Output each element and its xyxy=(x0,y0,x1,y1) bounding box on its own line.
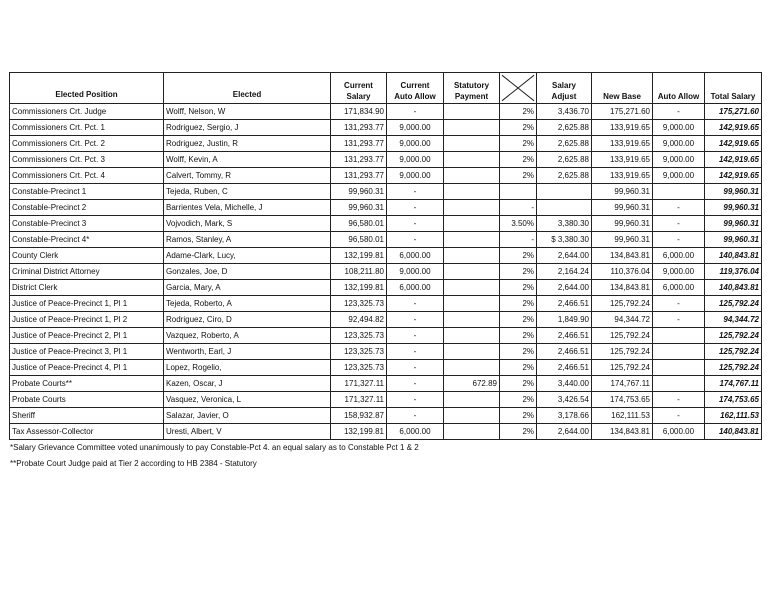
cell-total-salary: 174,767.11 xyxy=(705,376,762,392)
cell-new-base: 125,792.24 xyxy=(592,360,653,376)
cell-elected: Rodriguez, Justin, R xyxy=(164,136,331,152)
table-row xyxy=(10,344,762,360)
cell-position: Criminal District Attorney xyxy=(10,264,164,280)
cell-position: Commissioners Crt. Pct. 3 xyxy=(10,152,164,168)
cell-auto-allow: - xyxy=(653,296,705,312)
cell-percent: 2% xyxy=(500,344,537,360)
cell-position: Justice of Peace-Precinct 4, Pl 1 xyxy=(10,360,164,376)
cell-auto-allow: - xyxy=(653,312,705,328)
cell-current-salary: 123,325.73 xyxy=(331,344,387,360)
table-row xyxy=(10,168,762,184)
cell-elected: Kazen, Oscar, J xyxy=(164,376,331,392)
cell-new-base: 134,843.81 xyxy=(592,248,653,264)
cell-percent: 2% xyxy=(500,280,537,296)
cell-statutory-payment xyxy=(444,120,500,136)
cell-percent: 2% xyxy=(500,168,537,184)
header-elected-position: Elected Position xyxy=(10,73,164,104)
table-row xyxy=(10,120,762,136)
cell-new-base: 99,960.31 xyxy=(592,232,653,248)
table-row xyxy=(10,360,762,376)
cell-new-base: 99,960.31 xyxy=(592,216,653,232)
cell-current-salary: 96,580.01 xyxy=(331,216,387,232)
cell-current-salary: 131,293.77 xyxy=(331,152,387,168)
cross-mark-icon xyxy=(500,73,536,103)
cell-auto-allow: 9,000.00 xyxy=(653,136,705,152)
cell-elected: Calvert, Tommy, R xyxy=(164,168,331,184)
cell-current-salary: 158,932.87 xyxy=(331,408,387,424)
cell-auto-allow: - xyxy=(653,200,705,216)
cell-salary-adjust xyxy=(537,184,592,200)
cell-auto-allow: - xyxy=(653,104,705,120)
cell-position: Constable-Precinct 3 xyxy=(10,216,164,232)
cell-auto-allow: 9,000.00 xyxy=(653,168,705,184)
table-row xyxy=(10,136,762,152)
cell-percent: 2% xyxy=(500,312,537,328)
cell-statutory-payment xyxy=(444,104,500,120)
cell-auto-allow xyxy=(653,328,705,344)
cell-new-base: 99,960.31 xyxy=(592,184,653,200)
cell-auto-allow: - xyxy=(653,392,705,408)
cell-elected: Rodriguez, Ciro, D xyxy=(164,312,331,328)
cell-statutory-payment xyxy=(444,152,500,168)
cell-elected: Vojvodich, Mark, S xyxy=(164,216,331,232)
cell-current-auto-allow: 6,000.00 xyxy=(387,248,444,264)
cell-statutory-payment xyxy=(444,312,500,328)
cell-percent: 2% xyxy=(500,376,537,392)
cell-total-salary: 99,960.31 xyxy=(705,184,762,200)
cell-statutory-payment: 672.89 xyxy=(444,376,500,392)
cell-current-salary: 123,325.73 xyxy=(331,328,387,344)
cell-total-salary: 125,792.24 xyxy=(705,360,762,376)
table-body xyxy=(10,104,762,440)
cell-current-salary: 123,325.73 xyxy=(331,296,387,312)
cell-auto-allow: - xyxy=(653,216,705,232)
cell-current-salary: 131,293.77 xyxy=(331,168,387,184)
cell-new-base: 94,344.72 xyxy=(592,312,653,328)
footnote-constable: *Salary Grievance Committee voted unanimously to pay Constable-Pct 4. an equal salary as to Constable Pct 1 & 2 xyxy=(10,443,419,452)
cell-current-salary: 99,960.31 xyxy=(331,200,387,216)
cell-salary-adjust: 3,380.30 xyxy=(537,216,592,232)
header-statutory-payment: Statutory Payment xyxy=(444,73,500,104)
cell-current-auto-allow: - xyxy=(387,328,444,344)
cell-new-base: 162,111.53 xyxy=(592,408,653,424)
cell-elected: Rodriguez, Sergio, J xyxy=(164,120,331,136)
cell-position: Constable-Precinct 2 xyxy=(10,200,164,216)
cell-statutory-payment xyxy=(444,392,500,408)
header-crossed-box xyxy=(500,73,537,104)
cell-auto-allow xyxy=(653,344,705,360)
cell-current-salary: 123,325.73 xyxy=(331,360,387,376)
cell-total-salary: 99,960.31 xyxy=(705,200,762,216)
cell-percent: 2% xyxy=(500,360,537,376)
cell-elected: Vazquez, Roberto, A xyxy=(164,328,331,344)
cell-elected: Wolff, Nelson, W xyxy=(164,104,331,120)
cell-current-auto-allow: - xyxy=(387,296,444,312)
cell-statutory-payment xyxy=(444,280,500,296)
cell-percent: - xyxy=(500,200,537,216)
cell-current-salary: 131,293.77 xyxy=(331,120,387,136)
cell-total-salary: 174,753.65 xyxy=(705,392,762,408)
table-row xyxy=(10,248,762,264)
cell-salary-adjust: 2,466.51 xyxy=(537,296,592,312)
cell-total-salary: 175,271.60 xyxy=(705,104,762,120)
cell-statutory-payment xyxy=(444,360,500,376)
cell-current-auto-allow: - xyxy=(387,408,444,424)
cell-current-auto-allow: 6,000.00 xyxy=(387,280,444,296)
cell-salary-adjust: 1,849.90 xyxy=(537,312,592,328)
cell-total-salary: 99,960.31 xyxy=(705,232,762,248)
cell-salary-adjust: 3,436.70 xyxy=(537,104,592,120)
cell-statutory-payment xyxy=(444,216,500,232)
table-row xyxy=(10,264,762,280)
cell-total-salary: 142,919.65 xyxy=(705,152,762,168)
cell-new-base: 110,376.04 xyxy=(592,264,653,280)
cell-total-salary: 125,792.24 xyxy=(705,344,762,360)
cell-position: Justice of Peace-Precinct 1, Pl 1 xyxy=(10,296,164,312)
cell-position: Commissioners Crt. Judge xyxy=(10,104,164,120)
cell-current-salary: 108,211.80 xyxy=(331,264,387,280)
cell-salary-adjust: 3,440.00 xyxy=(537,376,592,392)
cell-salary-adjust: 2,466.51 xyxy=(537,328,592,344)
cell-auto-allow xyxy=(653,360,705,376)
header-current-salary: Current Salary xyxy=(331,73,387,104)
cell-position: Justice of Peace-Precinct 1, Pl 2 xyxy=(10,312,164,328)
cell-percent: 2% xyxy=(500,328,537,344)
cell-new-base: 125,792.24 xyxy=(592,328,653,344)
cell-current-salary: 132,199.81 xyxy=(331,424,387,440)
cell-current-auto-allow: 9,000.00 xyxy=(387,120,444,136)
cell-statutory-payment xyxy=(444,328,500,344)
cell-current-auto-allow: - xyxy=(387,392,444,408)
cell-salary-adjust: 2,644.00 xyxy=(537,424,592,440)
cell-statutory-payment xyxy=(444,424,500,440)
cell-total-salary: 162,111.53 xyxy=(705,408,762,424)
cell-new-base: 99,960.31 xyxy=(592,200,653,216)
table-row xyxy=(10,424,762,440)
table-row xyxy=(10,216,762,232)
cell-new-base: 134,843.81 xyxy=(592,424,653,440)
cell-percent: 3.50% xyxy=(500,216,537,232)
cell-percent: 2% xyxy=(500,408,537,424)
cell-elected: Ramos, Stanley, A xyxy=(164,232,331,248)
cell-elected: Wolff, Kevin, A xyxy=(164,152,331,168)
cell-new-base: 175,271.60 xyxy=(592,104,653,120)
cell-total-salary: 119,376.04 xyxy=(705,264,762,280)
cell-position: Commissioners Crt. Pct. 2 xyxy=(10,136,164,152)
cell-total-salary: 99,960.31 xyxy=(705,216,762,232)
cell-position: Constable-Precinct 1 xyxy=(10,184,164,200)
cell-auto-allow: 6,000.00 xyxy=(653,280,705,296)
cell-salary-adjust: 2,625.88 xyxy=(537,168,592,184)
cell-total-salary: 125,792.24 xyxy=(705,296,762,312)
cell-auto-allow: 9,000.00 xyxy=(653,120,705,136)
cell-current-auto-allow: - xyxy=(387,312,444,328)
footnote-probate: **Probate Court Judge paid at Tier 2 according to HB 2384 - Statutory xyxy=(10,459,257,468)
cell-position: Probate Courts** xyxy=(10,376,164,392)
cell-statutory-payment xyxy=(444,248,500,264)
cell-salary-adjust: 2,466.51 xyxy=(537,360,592,376)
table-row xyxy=(10,408,762,424)
cell-salary-adjust xyxy=(537,200,592,216)
cell-current-salary: 96,580.01 xyxy=(331,232,387,248)
cell-total-salary: 94,344.72 xyxy=(705,312,762,328)
cell-current-salary: 132,199.81 xyxy=(331,248,387,264)
cell-elected: Salazar, Javier, O xyxy=(164,408,331,424)
cell-total-salary: 140,843.81 xyxy=(705,424,762,440)
cell-elected: Tejeda, Roberto, A xyxy=(164,296,331,312)
cell-salary-adjust: $ 3,380.30 xyxy=(537,232,592,248)
cell-current-salary: 171,327.11 xyxy=(331,376,387,392)
cell-new-base: 174,767.11 xyxy=(592,376,653,392)
cell-salary-adjust: 3,178.66 xyxy=(537,408,592,424)
cell-statutory-payment xyxy=(444,296,500,312)
cell-new-base: 125,792.24 xyxy=(592,296,653,312)
cell-elected: Barrientes Vela, Michelle, J xyxy=(164,200,331,216)
cell-statutory-payment xyxy=(444,408,500,424)
cell-salary-adjust: 2,644.00 xyxy=(537,248,592,264)
cell-current-salary: 92,494.82 xyxy=(331,312,387,328)
cell-position: Probate Courts xyxy=(10,392,164,408)
cell-current-auto-allow: - xyxy=(387,104,444,120)
cell-new-base: 133,919.65 xyxy=(592,152,653,168)
header-elected: Elected xyxy=(164,73,331,104)
cell-current-auto-allow: - xyxy=(387,360,444,376)
cell-statutory-payment xyxy=(444,184,500,200)
cell-percent: 2% xyxy=(500,392,537,408)
cell-elected: Lopez, Rogelio, xyxy=(164,360,331,376)
cell-statutory-payment xyxy=(444,264,500,280)
table-row xyxy=(10,392,762,408)
cell-auto-allow: 6,000.00 xyxy=(653,424,705,440)
table-row xyxy=(10,296,762,312)
cell-current-auto-allow: - xyxy=(387,232,444,248)
cell-salary-adjust: 2,625.88 xyxy=(537,152,592,168)
cell-percent: 2% xyxy=(500,104,537,120)
cell-percent: 2% xyxy=(500,248,537,264)
cell-total-salary: 142,919.65 xyxy=(705,168,762,184)
cell-current-salary: 171,834.90 xyxy=(331,104,387,120)
cell-current-auto-allow: 6,000.00 xyxy=(387,424,444,440)
cell-percent: 2% xyxy=(500,424,537,440)
cell-current-salary: 171,327.11 xyxy=(331,392,387,408)
cell-new-base: 125,792.24 xyxy=(592,344,653,360)
cell-salary-adjust: 2,164.24 xyxy=(537,264,592,280)
cell-percent xyxy=(500,184,537,200)
cell-current-auto-allow: 9,000.00 xyxy=(387,152,444,168)
cell-total-salary: 142,919.65 xyxy=(705,120,762,136)
header-salary-adjust: Salary Adjust xyxy=(537,73,592,104)
cell-statutory-payment xyxy=(444,136,500,152)
cell-new-base: 174,753.65 xyxy=(592,392,653,408)
cell-current-salary: 132,199.81 xyxy=(331,280,387,296)
cell-statutory-payment xyxy=(444,168,500,184)
cell-auto-allow xyxy=(653,184,705,200)
cell-statutory-payment xyxy=(444,344,500,360)
cell-total-salary: 140,843.81 xyxy=(705,248,762,264)
cell-position: Sheriff xyxy=(10,408,164,424)
cell-percent: 2% xyxy=(500,264,537,280)
cell-current-salary: 99,960.31 xyxy=(331,184,387,200)
cell-position: District Clerk xyxy=(10,280,164,296)
header-current-auto-allow: Current Auto Allow xyxy=(387,73,444,104)
cell-position: Justice of Peace-Precinct 3, Pl 1 xyxy=(10,344,164,360)
header-auto-allow: Auto Allow xyxy=(653,73,705,104)
cell-elected: Uresti, Albert, V xyxy=(164,424,331,440)
cell-percent: 2% xyxy=(500,152,537,168)
cell-auto-allow: 9,000.00 xyxy=(653,264,705,280)
cell-auto-allow: - xyxy=(653,408,705,424)
cell-new-base: 133,919.65 xyxy=(592,168,653,184)
cell-elected: Tejeda, Ruben, C xyxy=(164,184,331,200)
cell-current-auto-allow: - xyxy=(387,344,444,360)
cell-salary-adjust: 3,426.54 xyxy=(537,392,592,408)
cell-current-auto-allow: 9,000.00 xyxy=(387,168,444,184)
cell-statutory-payment xyxy=(444,232,500,248)
cell-salary-adjust: 2,466.51 xyxy=(537,344,592,360)
cell-current-auto-allow: 9,000.00 xyxy=(387,264,444,280)
cell-total-salary: 142,919.65 xyxy=(705,136,762,152)
cell-percent: 2% xyxy=(500,136,537,152)
table-row xyxy=(10,200,762,216)
cell-position: Justice of Peace-Precinct 2, Pl 1 xyxy=(10,328,164,344)
table-row xyxy=(10,152,762,168)
table-row xyxy=(10,328,762,344)
cell-auto-allow: - xyxy=(653,232,705,248)
table-row xyxy=(10,184,762,200)
cell-auto-allow: 6,000.00 xyxy=(653,248,705,264)
cell-position: County Clerk xyxy=(10,248,164,264)
cell-current-auto-allow: - xyxy=(387,200,444,216)
cell-salary-adjust: 2,625.88 xyxy=(537,136,592,152)
salary-sheet xyxy=(9,72,761,440)
cell-position: Commissioners Crt. Pct. 4 xyxy=(10,168,164,184)
cell-salary-adjust: 2,625.88 xyxy=(537,120,592,136)
cell-salary-adjust: 2,644.00 xyxy=(537,280,592,296)
table-row xyxy=(10,312,762,328)
cell-elected: Gonzales, Joe, D xyxy=(164,264,331,280)
table-row xyxy=(10,376,762,392)
table-row xyxy=(10,280,762,296)
cell-elected: Adame-Clark, Lucy, xyxy=(164,248,331,264)
cell-current-auto-allow: - xyxy=(387,216,444,232)
cell-percent: 2% xyxy=(500,296,537,312)
cell-total-salary: 140,843.81 xyxy=(705,280,762,296)
table-header xyxy=(10,73,762,104)
cell-current-auto-allow: - xyxy=(387,376,444,392)
cell-current-salary: 131,293.77 xyxy=(331,136,387,152)
cell-total-salary: 125,792.24 xyxy=(705,328,762,344)
salary-table xyxy=(9,72,762,440)
cell-current-auto-allow: 9,000.00 xyxy=(387,136,444,152)
cell-current-auto-allow: - xyxy=(387,184,444,200)
cell-auto-allow: 9,000.00 xyxy=(653,152,705,168)
cell-auto-allow xyxy=(653,376,705,392)
cell-new-base: 133,919.65 xyxy=(592,120,653,136)
cell-position: Tax Assessor-Collector xyxy=(10,424,164,440)
cell-percent: - xyxy=(500,232,537,248)
header-total-salary: Total Salary xyxy=(705,73,762,104)
cell-elected: Wentworth, Earl, J xyxy=(164,344,331,360)
cell-position: Constable-Precinct 4* xyxy=(10,232,164,248)
cell-position: Commissioners Crt. Pct. 1 xyxy=(10,120,164,136)
cell-elected: Vasquez, Veronica, L xyxy=(164,392,331,408)
cell-percent: 2% xyxy=(500,120,537,136)
table-row xyxy=(10,232,762,248)
header-new-base: New Base xyxy=(592,73,653,104)
cell-new-base: 134,843.81 xyxy=(592,280,653,296)
cell-new-base: 133,919.65 xyxy=(592,136,653,152)
cell-elected: Garcia, Mary, A xyxy=(164,280,331,296)
table-row xyxy=(10,104,762,120)
cell-statutory-payment xyxy=(444,200,500,216)
